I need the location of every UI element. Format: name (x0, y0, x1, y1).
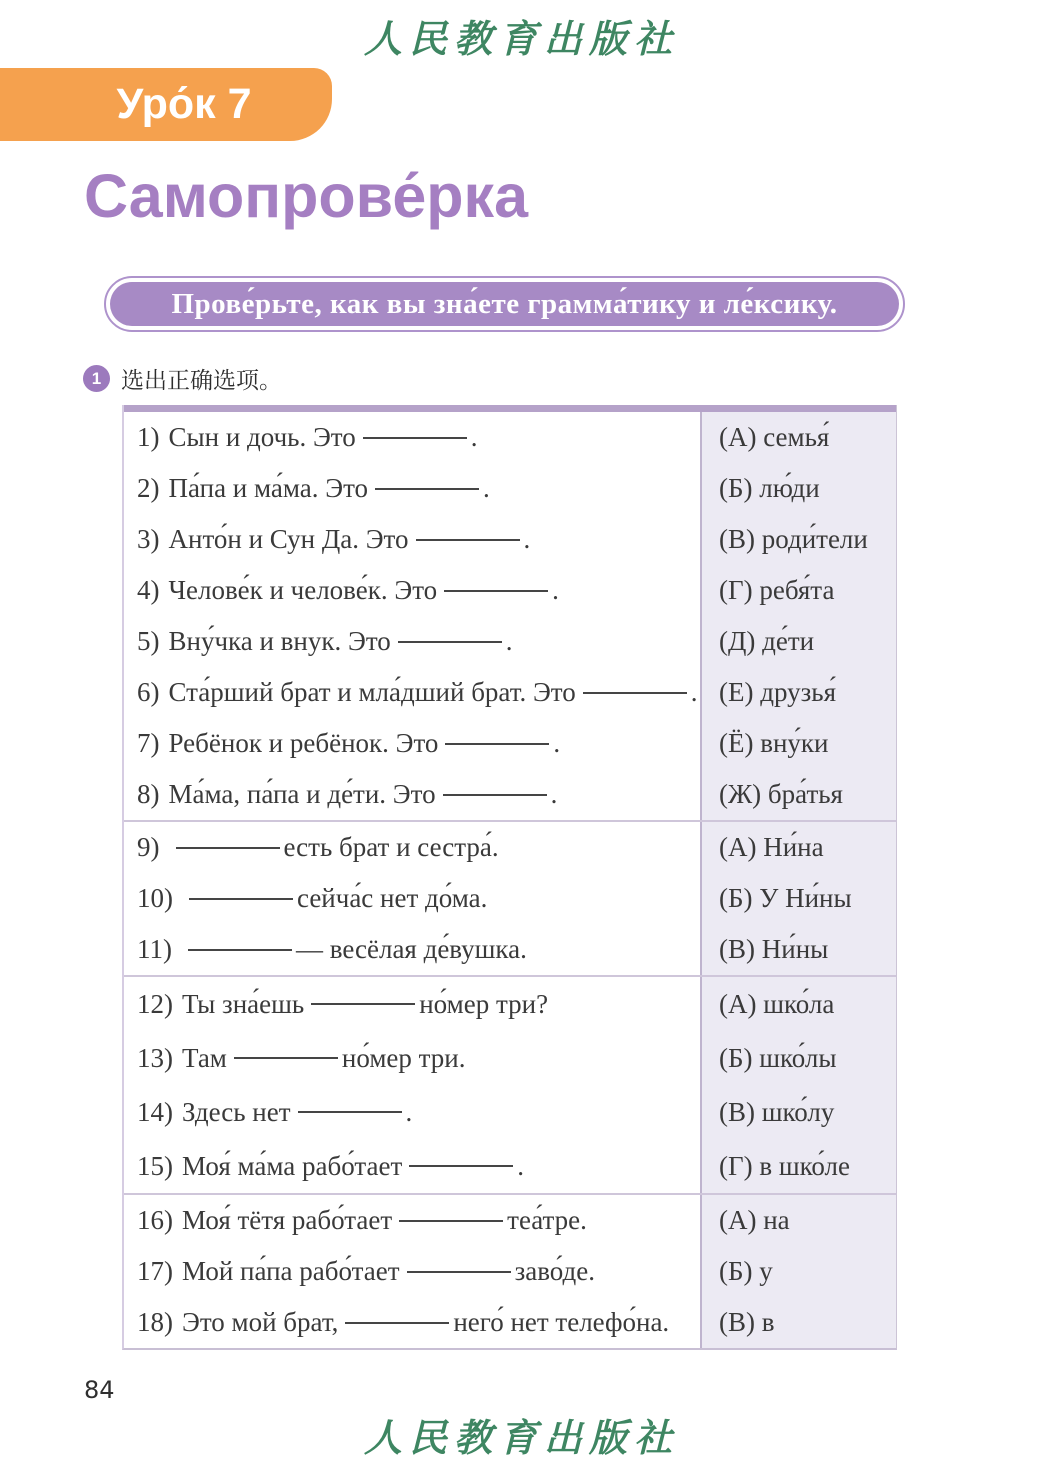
item-number: 6) (137, 677, 160, 707)
answer-blank (311, 1003, 415, 1005)
exercise-item (137, 1246, 700, 1297)
answer-blank (189, 898, 293, 900)
answer-blank (416, 539, 520, 541)
option-item: (Г) в шко́ле (719, 1150, 850, 1181)
answer-blank (399, 1220, 503, 1222)
answer-blank (363, 437, 467, 439)
answer-blank (188, 949, 292, 951)
item-text-pre: Мой па́па рабо́тает (182, 1256, 400, 1286)
exercise-item (137, 977, 700, 1031)
item-text-post: заво́де. (514, 1256, 595, 1286)
option-item: (Е) друзья́ (719, 677, 837, 707)
option-item: (Б) У Ни́ны (719, 883, 852, 913)
item-text-pre: Здесь нет (182, 1096, 291, 1127)
item-text-post: . (690, 677, 698, 707)
item-text-pre: Анто́н и Сун Да. Это (168, 524, 409, 554)
item-number: 1) (137, 422, 160, 452)
items-column (124, 977, 700, 1193)
options-column (700, 822, 896, 975)
item-text-post: . (552, 575, 559, 605)
table-top-bar (124, 405, 896, 412)
exercise-instruction-text: 选出正确选项。 (121, 368, 282, 393)
item-text-pre: Вну́чка и внук. Это (168, 626, 391, 656)
table-group (124, 975, 896, 1193)
item-number: 3) (137, 524, 160, 554)
section-banner (104, 276, 905, 332)
section-banner-text: Прове́рьте, как вы зна́ете грамма́тику и ле́ксику. (171, 287, 838, 320)
item-text-post: но́мер три? (419, 988, 549, 1019)
item-number: 11) (137, 934, 172, 964)
option-item: (Г) ребя́та (719, 575, 835, 605)
option-item: (В) в (719, 1307, 775, 1337)
item-text-post: — весёлая де́вушка. (296, 934, 527, 964)
exercise-item (137, 1031, 700, 1085)
option-item: (Д) де́ти (719, 626, 815, 656)
answer-blank (407, 1271, 511, 1273)
options-column (700, 977, 896, 1193)
item-text-pre: Сын и дочь. Это (168, 422, 356, 452)
exercise-item (137, 718, 700, 769)
exercise-item (137, 769, 700, 820)
item-number: 7) (137, 728, 160, 758)
item-text-post: . (505, 626, 513, 656)
item-text-post: . (553, 728, 561, 758)
exercise-table (122, 405, 897, 1350)
options-column (700, 412, 896, 820)
answer-blank (398, 641, 502, 643)
item-text-pre: Ты зна́ешь (182, 988, 305, 1019)
publisher-logo-bottom: 人民教育出版社 (363, 1415, 679, 1460)
items-column (124, 412, 700, 820)
item-number: 17) (137, 1256, 173, 1286)
answer-blank (443, 794, 547, 796)
item-text-pre: Ма́ма, па́па и де́ти. Это (168, 779, 436, 809)
option-item: (А) семья́ (719, 422, 830, 452)
exercise-item (137, 463, 700, 514)
item-number: 18) (137, 1307, 173, 1337)
option-item: (Б) лю́ди (719, 473, 820, 503)
item-text-post: . (550, 779, 558, 809)
items-column (124, 822, 700, 975)
item-number: 4) (137, 575, 160, 605)
option-item: (Б) у (719, 1256, 773, 1286)
answer-blank (234, 1057, 338, 1059)
answer-blank (445, 743, 549, 745)
item-text-pre: Челове́к и челове́к. Это (168, 575, 438, 605)
exercise-item (137, 924, 700, 975)
item-number: 10) (137, 883, 173, 913)
table-group (124, 820, 896, 975)
exercise-item (137, 667, 700, 718)
option-item: (В) Ни́ны (719, 934, 829, 964)
exercise-item (137, 822, 700, 873)
answer-blank (444, 590, 548, 592)
item-number: 13) (137, 1042, 173, 1073)
item-text-post: . (517, 1150, 525, 1181)
exercise-item (137, 565, 700, 616)
item-text-post: . (405, 1096, 413, 1127)
items-column (124, 1195, 700, 1348)
answer-blank (583, 692, 687, 694)
section-banner-fill (110, 282, 899, 326)
exercise-item (137, 1297, 700, 1348)
option-item: (Ё) вну́ки (719, 728, 829, 758)
item-number: 15) (137, 1150, 173, 1181)
item-text-post: . (470, 422, 478, 452)
table-group (124, 412, 896, 820)
item-text-post: теа́тре. (507, 1205, 587, 1235)
exercise-item (137, 514, 700, 565)
item-text-pre: Ребёнок и ребёнок. Это (168, 728, 439, 758)
item-text-pre: Это мой брат, (182, 1307, 339, 1337)
exercise-item (137, 873, 700, 924)
option-item: (В) шко́лу (719, 1096, 835, 1127)
item-text-post: сейча́с нет до́ма. (297, 883, 488, 913)
lesson-tab (0, 68, 332, 141)
item-text-pre: Моя́ тётя рабо́тает (182, 1205, 393, 1235)
item-text-post: него́ нет телефо́на. (453, 1307, 670, 1337)
item-number: 9) (137, 832, 160, 862)
options-column (700, 1195, 896, 1348)
item-text-post: есть брат и сестра́. (283, 832, 499, 862)
option-item: (А) шко́ла (719, 988, 835, 1019)
item-text-pre: Па́па и ма́ма. Это (168, 473, 369, 503)
answer-blank (345, 1322, 449, 1324)
item-number: 16) (137, 1205, 173, 1235)
exercise-item (137, 1139, 700, 1193)
item-number: 12) (137, 988, 173, 1019)
answer-blank (375, 488, 479, 490)
item-number: 14) (137, 1096, 173, 1127)
answer-blank (298, 1111, 402, 1113)
lesson-tab-label: Уро́к 7 (116, 80, 252, 128)
exercise-item (137, 412, 700, 463)
answer-blank (409, 1165, 513, 1167)
option-item: (А) на (719, 1205, 790, 1235)
item-number: 5) (137, 626, 160, 656)
page-title: Самопрове́рка (84, 162, 529, 230)
table-group (124, 1193, 896, 1348)
item-text-pre: Там (182, 1042, 227, 1073)
item-text-post: . (523, 524, 531, 554)
item-number: 2) (137, 473, 160, 503)
item-text-post: но́мер три. (341, 1042, 466, 1073)
option-item: (Б) шко́лы (719, 1042, 837, 1073)
exercise-instruction (83, 362, 282, 395)
item-text-pre: Моя́ ма́ма рабо́тает (182, 1150, 403, 1181)
exercise-item (137, 1085, 700, 1139)
option-item: (А) Ни́на (719, 832, 824, 862)
publisher-logo-top: 人民教育出版社 (363, 16, 679, 61)
option-item: (В) роди́тели (719, 524, 868, 554)
exercise-item (137, 616, 700, 667)
exercise-number-badge: 1 (83, 365, 110, 392)
item-text-pre: Ста́рший брат и мла́дший брат. Это (168, 677, 576, 707)
answer-blank (176, 847, 280, 849)
item-text-post: . (483, 473, 490, 503)
item-number: 8) (137, 779, 160, 809)
exercise-item (137, 1195, 700, 1246)
option-item: (Ж) бра́тья (719, 779, 843, 809)
page-number: 84 (84, 1376, 115, 1404)
